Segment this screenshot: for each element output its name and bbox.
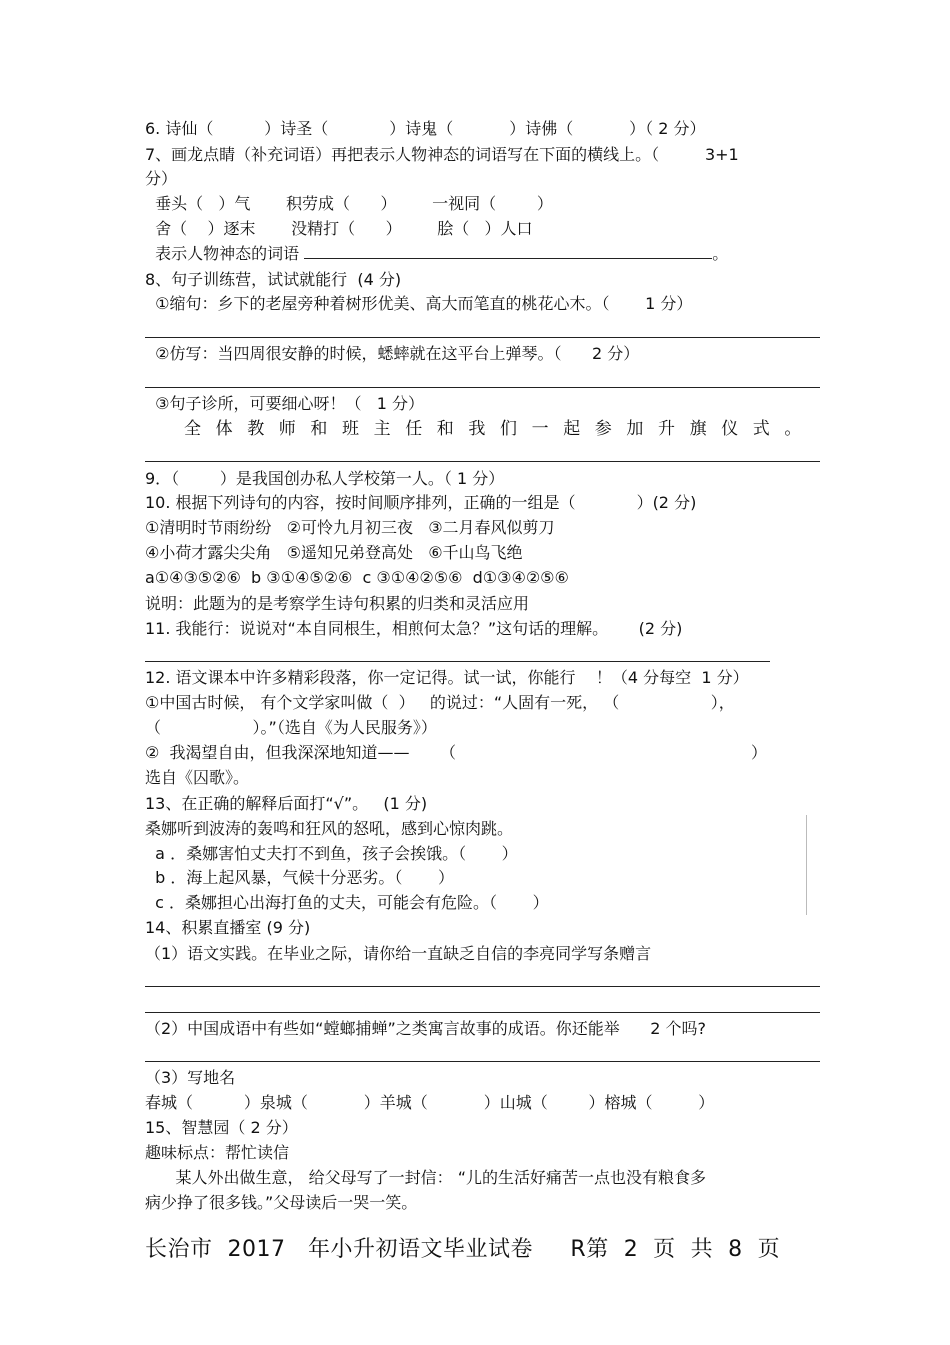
q7-expression-label: 表示人物神态的词语 [145, 244, 300, 263]
answer-line[interactable] [145, 337, 820, 338]
q7-expression-words-line [145, 244, 728, 264]
q8-title: 8、句子训练营，试试就能行 (4 分) [145, 270, 402, 289]
q12-instruction: 12. 语文课本中许多精彩段落，你一定记得。试一试，你能行 ！（4 分每空 1 分） [145, 668, 749, 687]
q15-letter-text-cont: 病少挣了很多钱。”父母读后一哭一笑。 [145, 1193, 418, 1212]
q10-instruction: 10. 根据下列诗句的内容，按时间顺序排列，正确的一组是（ ）(2 分) [145, 493, 697, 512]
q10-options: a①④③⑤②⑥ b ③①④⑤②⑥ c ③①④②⑤⑥ d①③④②⑤⑥ [145, 568, 569, 587]
margin-divider [806, 815, 807, 915]
q7-idioms-row2: 舍（ ）逐末 没精打（ ） 脍（ ）人口 [145, 219, 533, 238]
page-footer: 长治市 2017 年小升初语文毕业试卷 R第 2 页 共 8 页 [145, 1237, 781, 1262]
q14-part2: （2）中国成语中有些如“螳螂捕蝉”之类寓言故事的成语。你还能举 2 个吗? [145, 1019, 707, 1038]
q8-condense: ①缩句：乡下的老屋旁种着树形优美、高大而笔直的桃花心木。（ 1 分） [145, 294, 693, 313]
q15-subtitle: 趣味标点：帮忙读信 [145, 1143, 290, 1162]
q7-period: 。 [712, 244, 729, 263]
answer-line[interactable] [145, 661, 770, 662]
answer-line[interactable] [145, 387, 820, 388]
q13-instruction: 13、在正确的解释后面打“√”。 (1 分) [145, 794, 428, 813]
q7-instruction-cont: 分） [145, 169, 178, 188]
q13-option-a: a ．桑娜害怕丈夫打不到鱼，孩子会挨饿。（ ） [145, 844, 518, 863]
q14-part1: （1）语文实践。在毕业之际，请你给一直缺乏自信的李亮同学写条赠言 [145, 944, 652, 963]
q7-instruction: 7、画龙点睛（补充词语）再把表示人物神态的词语写在下面的横线上。（ 3+1 [145, 145, 739, 164]
q12-item1: ①中国古时候， 有个文学家叫做（ ） 的说过：“人固有一死， （ ）， [145, 693, 735, 712]
q12-item2: ② 我渴望自由，但我深深地知道—— （ ） [145, 743, 768, 762]
q7-answer-blank[interactable] [304, 244, 712, 259]
answer-line[interactable] [145, 1061, 820, 1062]
answer-line[interactable] [145, 986, 820, 987]
q10-note: 说明：此题为的是考察学生诗句积累的归类和灵活应用 [145, 594, 530, 613]
q10-verses-row2: ④小荷才露尖尖角 ⑤遥知兄弟登高处 ⑥千山鸟飞绝 [145, 543, 523, 562]
q14-title: 14、积累直播室 (9 分) [145, 918, 311, 937]
q9: 9．（ ）是我国创办私人学校第一人。（ 1 分） [145, 469, 505, 488]
q8-imitate: ②仿写：当四周很安静的时候，蟋蟀就在这平台上弹琴。（ 2 分） [145, 344, 640, 363]
q6-poet-titles: 6. 诗仙（ ）诗圣（ ）诗鬼（ ）诗佛（ ）（ 2 分） [145, 119, 706, 138]
q12-item1-cont: （ ）。”（选自《为人民服务》） [145, 718, 437, 737]
q7-idioms-row1: 垂头（ ）气 积劳成（ ） 一视同（ ） [145, 194, 553, 213]
answer-line[interactable] [145, 1012, 820, 1013]
q13-sentence: 桑娜听到波涛的轰鸣和狂风的怒吼，感到心惊肉跳。 [145, 819, 514, 838]
q15-letter-text: 某人外出做生意， 给父母写了一封信： “儿的生活好痛苦一点也没有粮食多 [145, 1168, 706, 1187]
q14-part3: （3）写地名 [145, 1068, 236, 1087]
answer-line[interactable] [145, 461, 820, 462]
q13-option-b: b ．海上起风暴，气候十分恶劣。（ ） [145, 868, 455, 887]
q15-title: 15、智慧园（ 2 分） [145, 1118, 298, 1137]
q8-diagnose-sentence: 全体教师和班主任和我们一起参加升旗仪式。 [184, 419, 816, 439]
q8-diagnose: ③句子诊所，可要细心呀！（ 1 分） [145, 394, 425, 413]
q11: 11. 我能行：说说对“本自同根生，相煎何太急？”这句话的理解。 (2 分) [145, 619, 683, 638]
q13-option-c: c ．桑娜担心出海打鱼的丈夫，可能会有危险。（ ） [145, 893, 549, 912]
q14-place-names: 春城（ ）泉城（ ）羊城（ ）山城（ ）榕城（ ） [145, 1093, 715, 1112]
q12-item2-source: 选自《囚歌》。 [145, 768, 250, 787]
q10-verses-row1: ①清明时节雨纷纷 ②可怜九月初三夜 ③二月春风似剪刀 [145, 518, 555, 537]
